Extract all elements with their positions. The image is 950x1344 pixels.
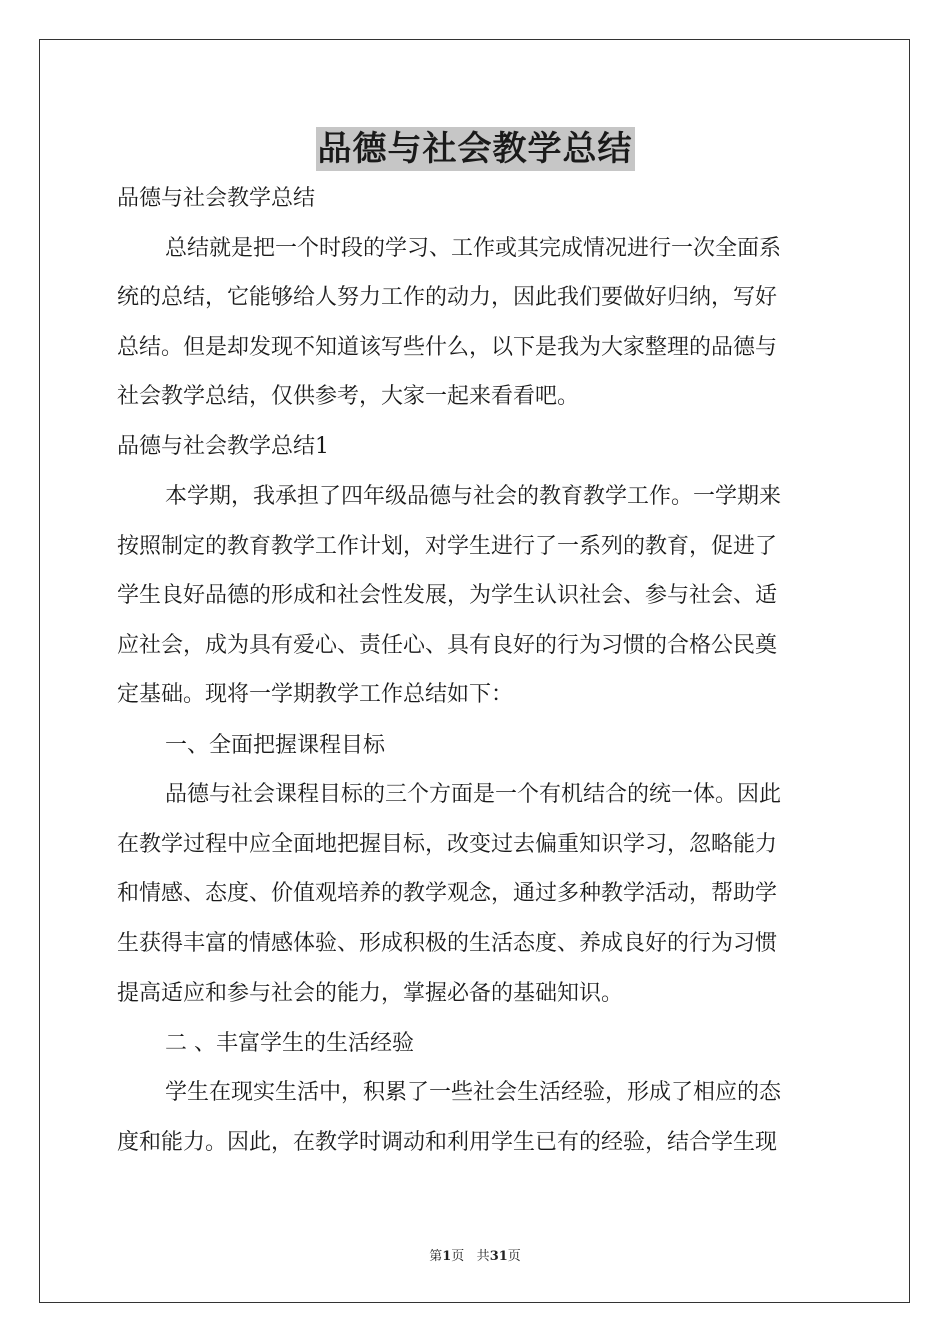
subsection-heading: 一、全面把握课程目标 bbox=[165, 733, 386, 758]
paragraph-line: 定基础。现将一学期教学工作总结如下： bbox=[117, 682, 514, 707]
footer-page-prefix: 第 bbox=[429, 1249, 443, 1264]
paragraph-line: 在教学过程中应全面地把握目标，改变过去偏重知识学习，忽略能力 bbox=[117, 832, 778, 857]
paragraph-line: 按照制定的教育教学工作计划，对学生进行了一系列的教育，促进了 bbox=[117, 534, 778, 559]
paragraph-line: 应社会，成为具有爱心、责任心、具有良好的行为习惯的合格公民奠 bbox=[117, 633, 778, 658]
paragraph-line: 学生在现实生活中，积累了一些社会生活经验，形成了相应的态 bbox=[165, 1080, 782, 1105]
paragraph-line: 生获得丰富的情感体验、形成积极的生活态度、养成良好的行为习惯 bbox=[117, 931, 778, 956]
footer-page-number: 1 bbox=[442, 1249, 452, 1264]
page-border bbox=[39, 39, 910, 1303]
paragraph-line: 提高适应和参与社会的能力，掌握必备的基础知识。 bbox=[117, 981, 624, 1006]
paragraph-line: 总结就是把一个时段的学习、工作或其完成情况进行一次全面系 bbox=[165, 236, 782, 261]
footer-total-prefix: 共 bbox=[476, 1249, 490, 1264]
footer-total-suffix: 页 bbox=[507, 1249, 521, 1264]
document-title-wrapper bbox=[0, 127, 950, 171]
subsection-heading: 二 、丰富学生的生活经验 bbox=[165, 1031, 414, 1056]
paragraph-line: 社会教学总结，仅供参考，大家一起来看看吧。 bbox=[117, 384, 580, 409]
paragraph-line: 度和能力。因此，在教学时调动和利用学生已有的经验，结合学生现 bbox=[117, 1130, 778, 1155]
paragraph-line: 本学期，我承担了四年级品德与社会的教育教学工作。一学期来 bbox=[165, 484, 782, 509]
footer-total-pages: 31 bbox=[489, 1249, 508, 1264]
document-title: 品德与社会教学总结 bbox=[317, 129, 633, 169]
section-heading: 品德与社会教学总结1 bbox=[117, 434, 329, 459]
paragraph-line: 品德与社会课程目标的三个方面是一个有机结合的统一体。因此 bbox=[165, 782, 782, 807]
paragraph-line: 学生良好品德的形成和社会性发展，为学生认识社会、参与社会、适 bbox=[117, 583, 778, 608]
paragraph-line: 总结。但是却发现不知道该写些什么，以下是我为大家整理的品德与 bbox=[117, 335, 778, 360]
paragraph-line: 和情感、态度、价值观培养的教学观念，通过多种教学活动，帮助学 bbox=[117, 881, 778, 906]
subtitle-line: 品德与社会教学总结 bbox=[117, 186, 316, 211]
page-footer bbox=[0, 1248, 950, 1266]
footer-page-suffix: 页 bbox=[451, 1249, 465, 1264]
paragraph-line: 统的总结，它能够给人努力工作的动力，因此我们要做好归纳，写好 bbox=[117, 285, 778, 310]
